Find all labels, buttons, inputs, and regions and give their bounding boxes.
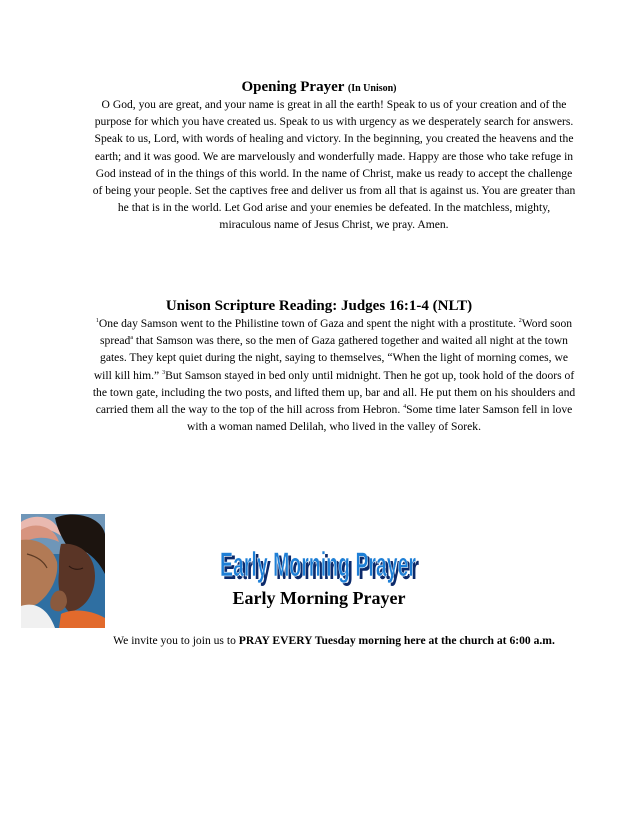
invitation-text: We invite you to join us to — [113, 634, 239, 647]
prayer-invitation — [96, 632, 572, 649]
wordart-text: Early Morning Prayer — [220, 546, 416, 584]
scripture-title: Unison Scripture Reading: Judges 16:1-4 (NLT) — [165, 298, 473, 314]
scripture-text — [92, 315, 576, 435]
verse-2-part-b: that Samson was there, so the men of Gaza gathered together and waited all night at the town gates. They kept quiet during the night, saying to themselves, “When the light of morning comes, we will kill him.” — [93, 334, 568, 382]
early-morning-prayer-wordart — [214, 536, 424, 586]
verse-number-1: 1 — [95, 318, 99, 325]
praying-women-photo — [21, 514, 105, 628]
verse-1: One day Samson went to the Philistine town of Gaza and spent the night with a prostitute. — [98, 317, 516, 330]
invitation-emphasis: PRAY EVERY Tuesday morning here at the church at 6:00 a.m. — [238, 634, 555, 647]
praying-women-illustration — [21, 514, 105, 628]
verse-number-4: 4 — [403, 404, 407, 411]
verse-number-3: 3 — [162, 369, 166, 376]
opening-prayer-heading — [0, 78, 638, 98]
opening-prayer-subtitle: (In Unison) — [347, 83, 397, 94]
verse-number-2: 2 — [518, 318, 522, 325]
early-morning-prayer-title: Early Morning Prayer — [232, 588, 406, 608]
opening-prayer-title: Opening Prayer — [241, 79, 345, 95]
opening-prayer-text: O God, you are great, and your name is great in all the earth! Speak to us of your creation and of the purpose for which you have created us. Speak to us with urgency as we desperately search for answers. Speak to us, Lord, with words of healing and victory. In the beginning, you created the heavens and the earth; and it was good. We are marvelously and wonderfully made. Happy are those who take refuge in God instead of in the things of this world. In the name of Christ, make us ready to accept the challenge of being your people. Set the captives free and deliver us from all that is against us. You are greater than he that is in the world. Let God arise and your enemies be defeated. In the matchless, mighty, miraculous name of Jesus Christ, we pray. Amen. — [92, 98, 576, 232]
wordart-shadow: Early Morning Prayer — [223, 549, 419, 586]
verse-3: But Samson stayed in bed only until midnight. Then he got up, took hold of the doors of the town gate, including the two posts, and lifted them up, bar and all. He put them on his shoulders and carried them all the way to the top of the hill across from Hebron. — [92, 368, 576, 417]
verse-4: Some time later Samson fell in love with a woman named Delilah, who lived in the valley of Sorek. — [187, 403, 573, 434]
verse-2-part-a: Word soon spread — [100, 317, 573, 348]
footnote-marker[interactable]: a — [130, 335, 133, 342]
